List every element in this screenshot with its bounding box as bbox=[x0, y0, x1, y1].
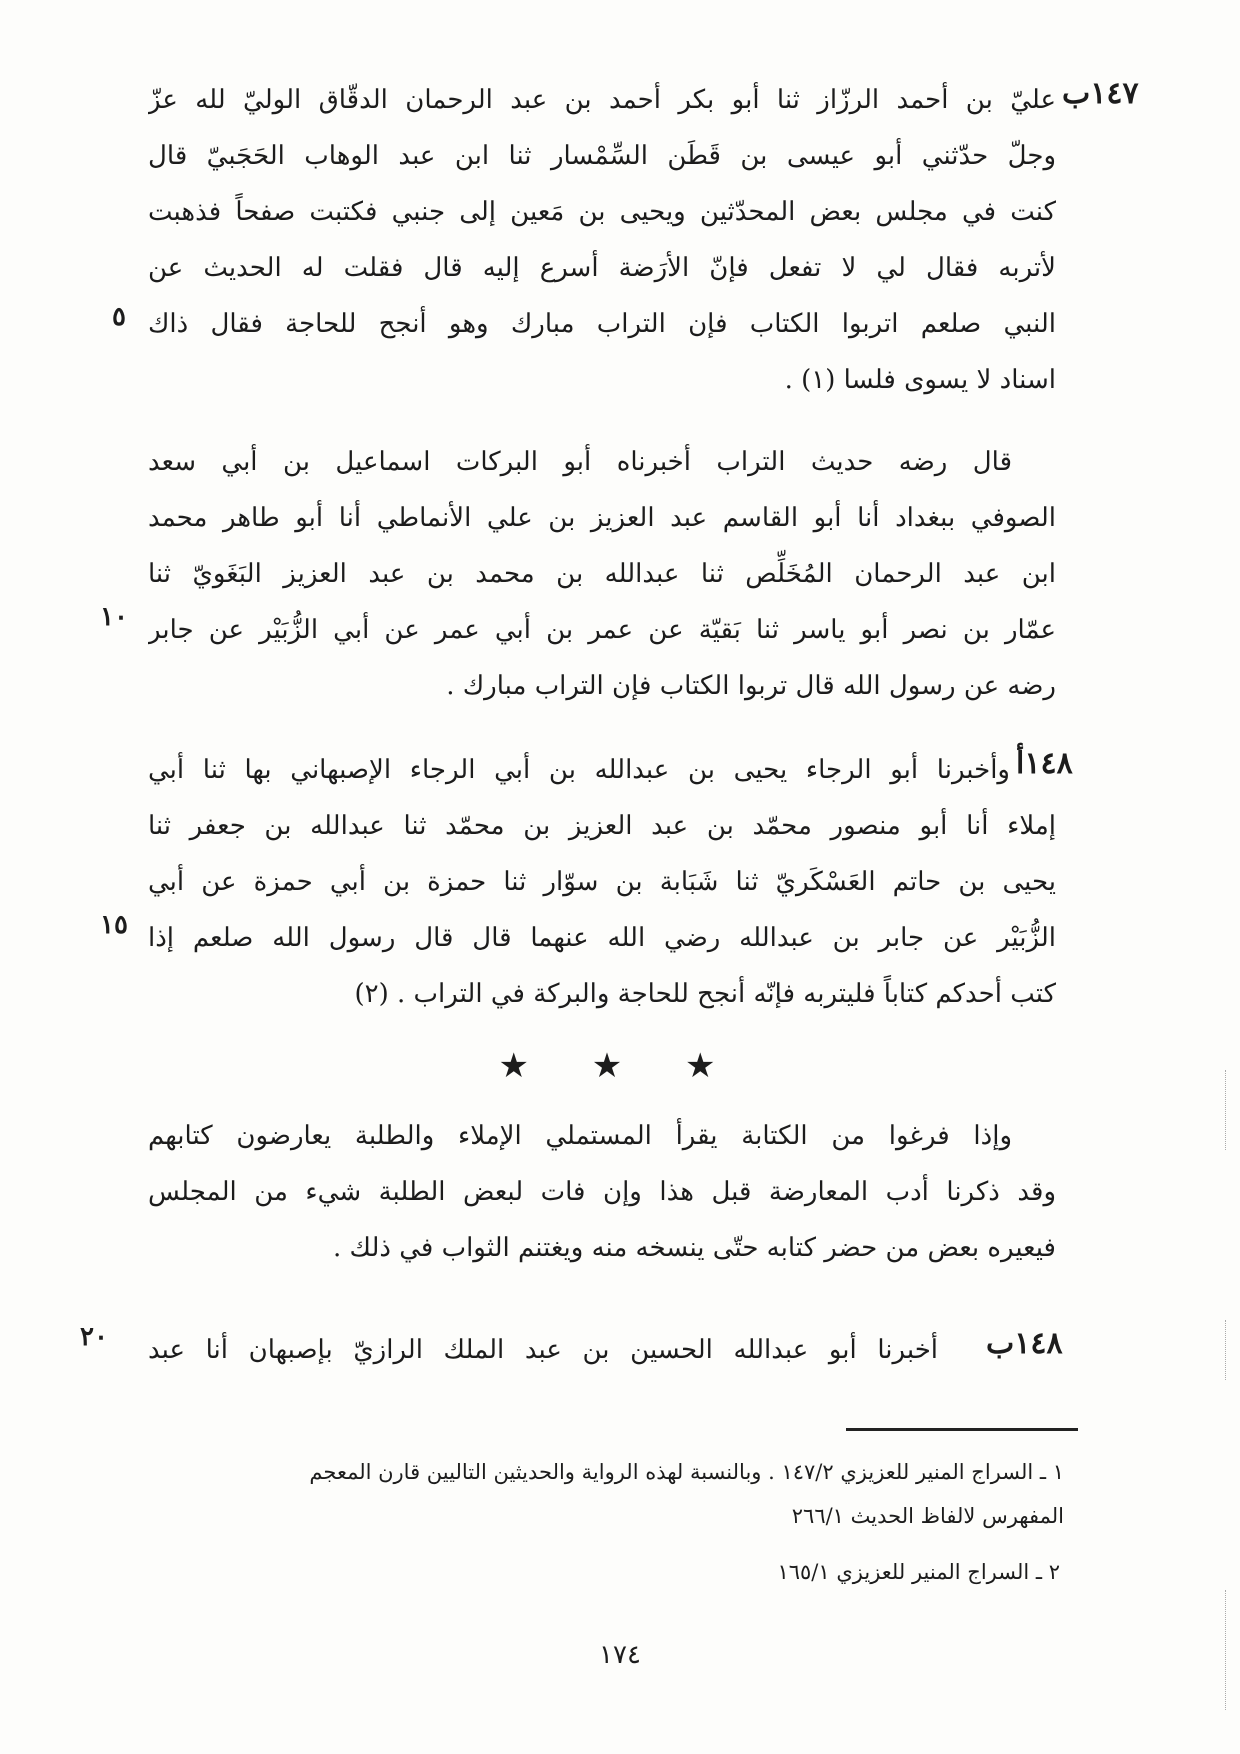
scan-artifact bbox=[1225, 1070, 1226, 1150]
paragraph bbox=[148, 1108, 1056, 1276]
text-line: وقد ذكرنا أدب المعارضة قبل هذا وإن فات لبعض الطلبة شيء من المجلس bbox=[148, 1177, 1056, 1207]
text-line: قال رضه حديث التراب أخبرناه أبو البركات اسماعيل بن أبي سعد bbox=[148, 447, 1012, 477]
text-line: اسناد لا يسوى فلسا (١) . bbox=[784, 365, 1056, 395]
line-count-marker: ٥ bbox=[112, 302, 126, 332]
text-line: رضه عن رسول الله قال تربوا الكتاب فإن التراب مبارك . bbox=[446, 671, 1056, 701]
text-line: أخبرنا أبو عبدالله الحسين بن عبد الملك الرازيّ بإصبهان أنا عبد bbox=[148, 1335, 938, 1365]
text-line: كتب أحدكم كتاباً فليتربه فإنّه أنجح للحاجة والبركة في التراب . (٢) bbox=[354, 979, 1056, 1009]
entry-number: ١٤٧ب bbox=[1062, 76, 1139, 111]
text-line: وجلّ حدّثني أبو عيسى بن قَطَن السِّمْسار ثنا ابن عبد الوهاب الحَجَبيّ قال bbox=[148, 141, 1056, 171]
text-line: يحيى بن حاتم العَسْكَريّ ثنا شَبَابة بن سوّار ثنا حمزة بن أبي حمزة عن أبي bbox=[148, 867, 1056, 897]
text-line: عليّ بن أحمد الرزّاز ثنا أبو بكر أحمد بن عبد الرحمان الدقّاق الوليّ لله عزّ bbox=[148, 85, 1056, 115]
text-line: إملاء أنا أبو منصور محمّد بن عبد العزيز بن محمّد ثنا عبدالله بن جعفر ثنا bbox=[148, 811, 1056, 841]
footnote-separator bbox=[846, 1428, 1078, 1431]
section-divider-stars: ★ ★ ★ bbox=[498, 1046, 742, 1086]
paragraph bbox=[148, 742, 1010, 798]
paragraph bbox=[148, 798, 1056, 1022]
text-line: الصوفي ببغداد أنا أبو القاسم عبد العزيز بن علي الأنماطي أنا أبو طاهر محمد bbox=[148, 503, 1056, 533]
text-line: لأتربه فقال لي لا تفعل فإنّ الأرَضة أسرع إليه قال فقلت له الحديث عن bbox=[148, 253, 1056, 283]
text-line: وأخبرنا أبو الرجاء يحيى بن عبدالله بن أبي الرجاء الإصبهاني بها ثنا أبي bbox=[148, 755, 1010, 785]
text-line: كنت في مجلس بعض المحدّثين ويحيى بن مَعين إلى جنبي فكتبت صفحاً فذهبت bbox=[148, 197, 1056, 227]
paragraph bbox=[148, 1322, 938, 1378]
line-count-marker: ١٠ bbox=[100, 602, 128, 632]
text-line: عمّار بن نصر أبو ياسر ثنا بَقيّة عن عمر بن أبي عمر عن أبي الزُّبَيْر عن جابر bbox=[148, 615, 1056, 645]
page-number: ١٧٤ bbox=[599, 1640, 641, 1670]
footnote-1-continued: المفهرس لالفاظ الحديث ٢٦٦/١ bbox=[791, 1504, 1064, 1528]
entry-number: ١٤٨ب bbox=[986, 1326, 1063, 1361]
paragraph bbox=[148, 72, 1056, 408]
scan-artifact bbox=[1225, 1590, 1226, 1710]
paragraph bbox=[148, 434, 1056, 714]
entry-number: ١٤٨أ bbox=[1016, 746, 1073, 781]
line-count-marker: ٢٠ bbox=[80, 1322, 108, 1352]
footnote-2: ٢ ـ السراج المنير للعزيزي ١٦٥/١ bbox=[777, 1560, 1060, 1584]
text-line: وإذا فرغوا من الكتابة يقرأ المستملي الإملاء والطلبة يعارضون كتابهم bbox=[148, 1121, 1012, 1151]
footnote-1: ١ ـ السراج المنير للعزيزي ١٤٧/٢ . وبالنسبة لهذه الرواية والحديثين التاليين قارن المعجم bbox=[309, 1460, 1064, 1484]
text-line: النبي صلعم اتربوا الكتاب فإن التراب مبارك وهو أنجح للحاجة فقال ذاك bbox=[148, 309, 1056, 339]
line-count-marker: ١٥ bbox=[100, 910, 128, 940]
scan-artifact bbox=[1225, 1320, 1226, 1380]
text-line: ابن عبد الرحمان المُخَلِّص ثنا عبدالله بن محمد بن عبد العزيز البَغَويّ ثنا bbox=[148, 559, 1056, 589]
text-line: الزُّبَيْر عن جابر بن عبدالله رضي الله عنهما قال قال رسول الله صلعم إذا bbox=[148, 923, 1056, 953]
text-line: فيعيره بعض من حضر كتابه حتّى ينسخه منه ويغتنم الثواب في ذلك . bbox=[333, 1233, 1056, 1263]
